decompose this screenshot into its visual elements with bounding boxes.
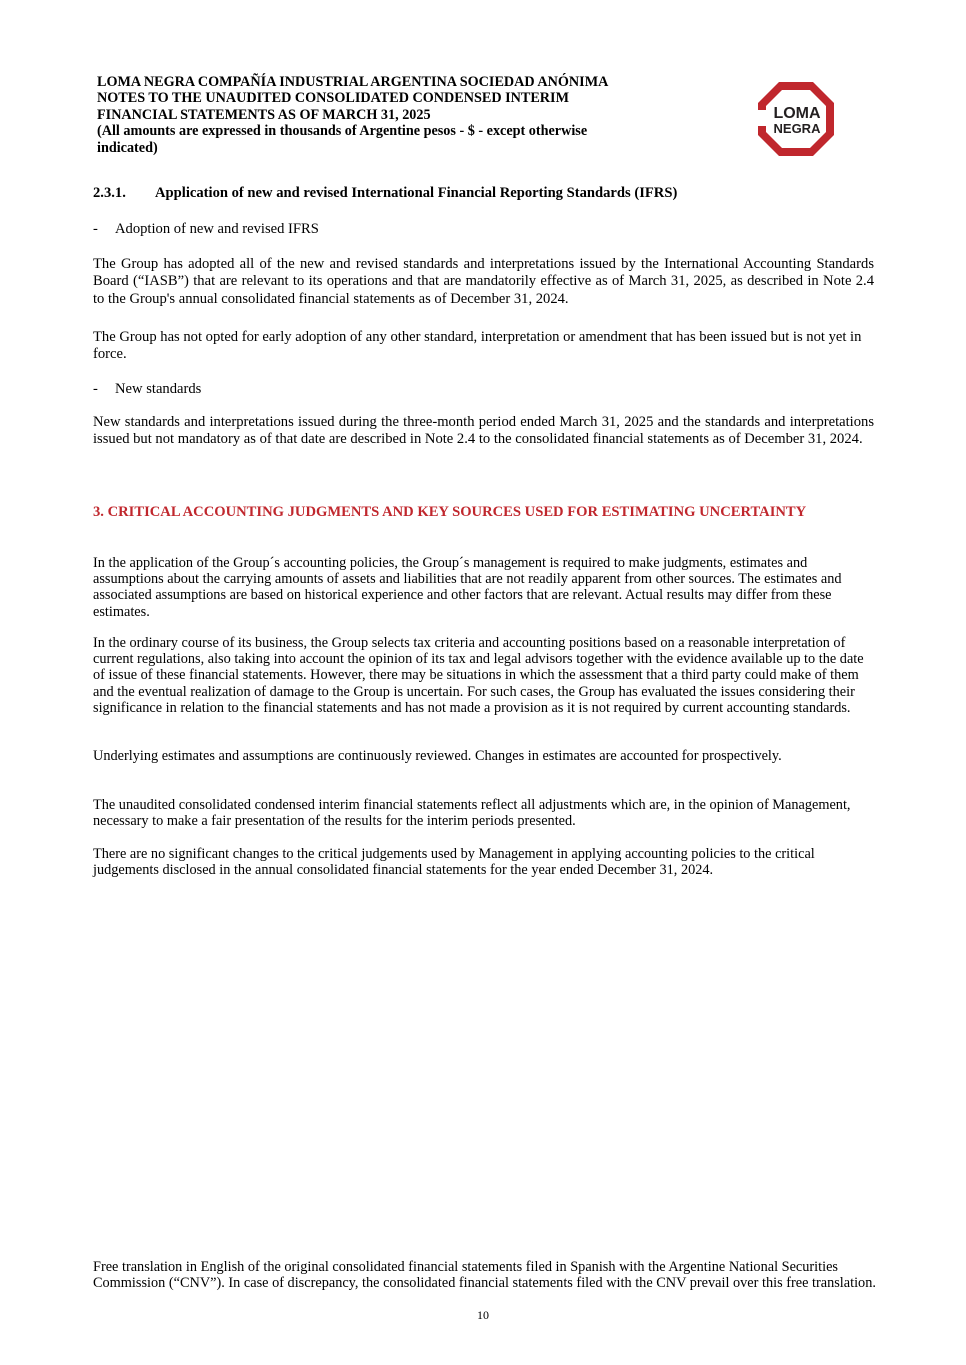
paragraph-early-adoption: The Group has not opted for early adoption of any other standard, interpretation or amendment that has been issued but is not yet in force. [93,329,862,363]
section-231-number: 2.3.1. [93,185,126,201]
section-231-title: Application of new and revised International Financial Reporting Standards (IFRS) [155,185,678,201]
header-amounts-note: (All amounts are expressed in thousands of Argentine pesos - $ - except otherwise [97,123,588,140]
header-notes-title: NOTES TO THE UNAUDITED CONSOLIDATED CONDENSED INTERIM [97,90,569,107]
loma-negra-logo [756,80,836,158]
section-3-heading: 3. CRITICAL ACCOUNTING JUDGMENTS AND KEY SOURCES USED FOR ESTIMATING UNCERTAINTY [93,504,807,520]
page-number: 10 [477,1308,489,1322]
paragraph-tax-criteria: In the ordinary course of its business, the Group selects tax criteria and accounting positions based on a reasonable interpretation of current regulations, also taking into account the opinion of its tax and legal advisors together with the evidence available up to the date of issue of these financial statements. However, there may be situations in which the assessment that a third party could make of them and the eventual realization of damage to the Group is uncertain. For such cases, the Group has evaluated the issues considering their significance in relation to the financial statements and has not made a provision as it is not required by current accounting standards. [93,635,864,716]
paragraph-no-changes: There are no significant changes to the critical judgements used by Management in applying accounting policies to the critical judgements disclosed in the annual consolidated financial statements for the year ended December 31, 2024. [93,846,815,879]
logo-text-negra: NEGRA [773,121,821,136]
bullet-new-standards-text: New standards [115,381,202,397]
paragraph-adjustments: The unaudited consolidated condensed interim financial statements reflect all adjustments which are, in the opinion of Management, necessary to make a fair presentation of the results for the interim periods presented. [93,797,851,830]
bullet-dash: - [93,381,98,397]
paragraph-estimates-review: Underlying estimates and assumptions are continuously reviewed. Changes in estimates are accounted for prospectively. [93,748,782,764]
bullet-dash: - [93,221,98,237]
paragraph-adoption: The Group has adopted all of the new and revised standards and interpretations issued by the International Accounting Standards Board (“IASB”) that are relevant to its operations and that are mandatorily effective as of March 31, 2025, as described in Note 2.4 to the Group's annual consolidated financial statements as of December 31, 2024. [93,256,874,307]
header-statement-date: FINANCIAL STATEMENTS AS OF MARCH 31, 2025 [97,106,431,123]
logo-ring-gap [758,110,770,126]
bullet-new-standards [93,381,201,398]
document-header [97,74,717,156]
paragraph-judgments: In the application of the Group´s accounting policies, the Group´s management is required to make judgments, estimates and assumptions about the carrying amounts of assets and liabilities that are not readily apparent from other sources. The estimates and associated assumptions are based on historical experience and other factors that are relevant. Actual results may differ from these estimates. [93,555,842,620]
bullet-adoption-text: Adoption of new and revised IFRS [115,221,319,237]
bullet-adoption [93,221,319,238]
header-company-name: LOMA NEGRA COMPAÑÍA INDUSTRIAL ARGENTINA SOCIEDAD ANÓNIMA [97,74,609,90]
paragraph-new-standards: New standards and interpretations issued during the three-month period ended March 31, 2025 and the standards and interpretations issued but not mandatory as of that date are described in Note 2.4 to the consolidated financial statements as of December 31, 2024. [93,414,874,448]
header-amounts-note-cont: indicated) [97,139,158,156]
logo-text-loma: LOMA [773,105,821,122]
section-231-heading [93,185,677,202]
footer-translation-note: Free translation in English of the original consolidated financial statements filed in Spanish with the Argentine National Securities Commission (“CNV”). In case of discrepancy, the consolidated financial statements filed with the CNV prevail over this free translation. [93,1259,876,1292]
